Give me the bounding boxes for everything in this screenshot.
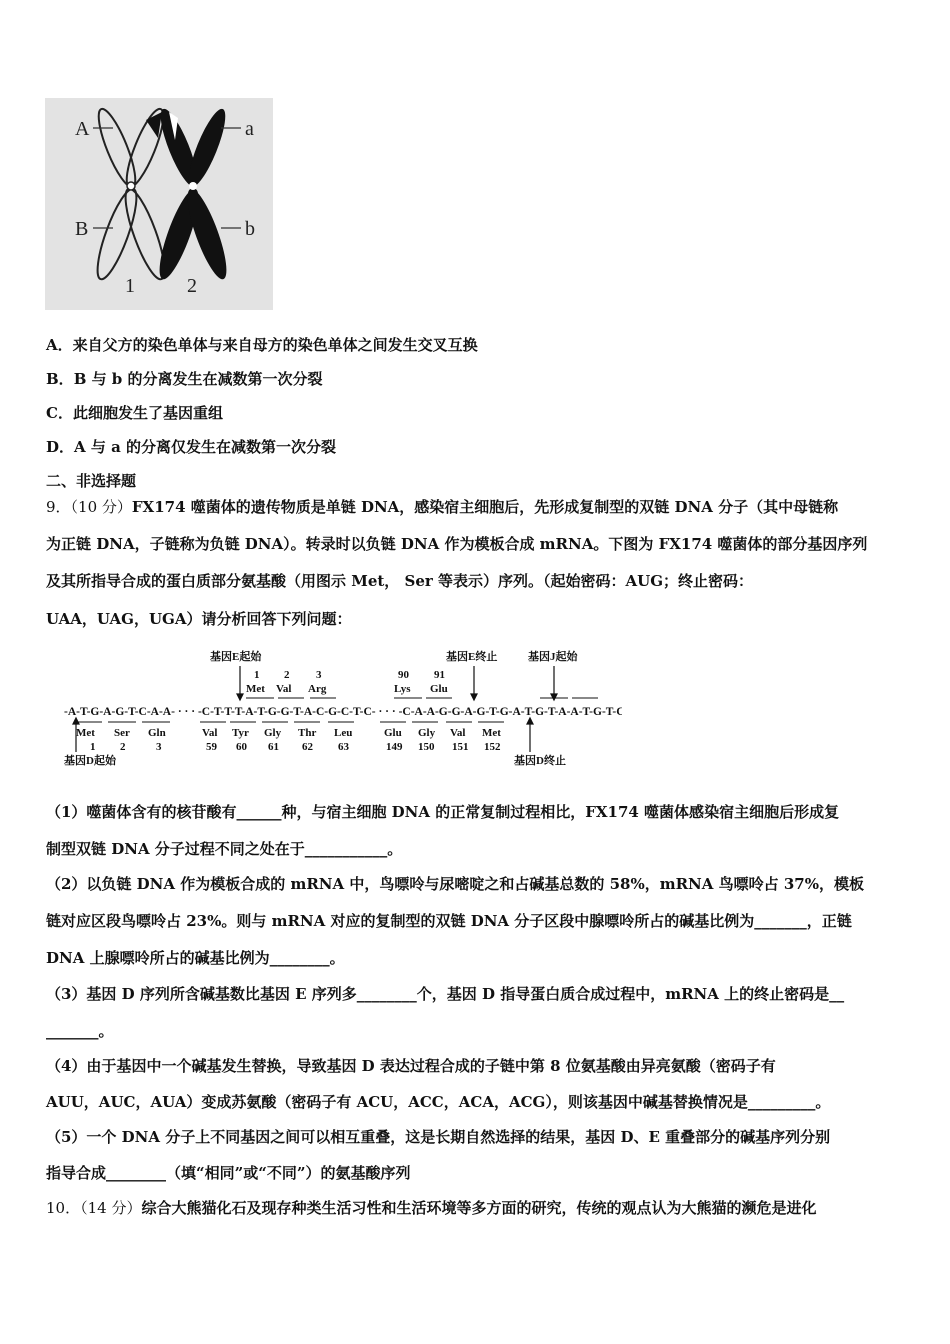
bottom-num: 2 [120,741,126,753]
label-A: A [75,118,90,140]
option-c: C．此细胞发生了基因重组 [46,404,223,422]
label-gene-j-start: 基因J起始 [528,651,578,663]
q9-stem-line-3: 及其所指导合成的蛋白质部分氨基酸（用图示 Met， Ser 等表示）序列。（起始密码：AUG；终止密码： [46,572,754,590]
bottom-aa: Glu [384,727,402,739]
top-aa: Arg [308,683,327,695]
option-b: B．B 与 b 的分离发生在减数第一次分裂 [46,370,323,388]
bottom-aa: Thr [298,727,317,739]
q9-sub-2-line-1: （2）以负链 DNA 作为模板合成的 mRNA 中，鸟嘌呤与尿嘧啶之和占碱基总数的 58%，mRNA 鸟嘌呤占 37%，模板 [46,875,864,893]
bottom-num: 61 [268,741,279,753]
bottom-aa: Ser [114,727,130,739]
q10-score: （14 分） [80,1199,142,1217]
bottom-aa: Met [76,727,95,739]
label-a: a [245,118,254,140]
q9-sub-2-line-2: 链对应区段鸟嘌呤占 23%。则与 mRNA 对应的复制型的双链 DNA 分子区段中腺嘌呤所占的碱基比例为_______，正链 [46,912,852,930]
bottom-num: 150 [418,741,435,753]
q9-sub-4-line-2: AUU，AUC，AUA）变成苏氨酸（密码子有 ACU，ACC，ACA，ACG），则该基因中碱基替换情况是_________。 [46,1093,831,1111]
top-num: 90 [398,669,409,681]
q10-number: 10． [46,1199,81,1217]
q9-score: （10 分） [70,498,132,516]
q9-stem-line-1: 9．（10 分）FX174 噬菌体的遗传物质是单链 DNA，感染宿主细胞后，先形成复制型的双链 DNA 分子（其中母链称 [46,498,839,516]
q9-sub-2-line-3: DNA 上腺嘌呤所占的碱基比例为________。 [46,949,345,967]
top-num: 3 [316,669,322,681]
bottom-aa: Tyr [232,727,249,739]
bottom-num: 60 [236,741,247,753]
bottom-num: 149 [386,741,403,753]
q9-stem-line-4: UAA，UAG，UGA）请分析回答下列问题： [46,610,352,628]
bottom-num: 63 [338,741,349,753]
bottom-num: 59 [206,741,217,753]
bottom-aa: Met [482,727,501,739]
bottom-aa: Gly [418,727,436,739]
top-num: 2 [284,669,290,681]
q9-number: 9． [46,498,71,516]
top-aa: Val [276,683,292,695]
label-gene-d-end: 基因D终止 [514,755,566,767]
bottom-num: 3 [156,741,162,753]
q10-line-1: 10．（14 分）综合大熊猫化石及现存种类生活习性和生活环境等多方面的研究，传统的观点认为大熊猫的濒危是进化 [46,1199,817,1217]
option-a: A．来自父方的染色单体与来自母方的染色单体之间发生交叉互换 [46,336,478,354]
option-d: D．A 与 a 的分离仅发生在减数第一次分裂 [46,438,337,456]
q9-sub-1-line-1: （1）噬菌体含有的核苷酸有______种，与宿主细胞 DNA 的正常复制过程相比，FX174 噬菌体感染宿主细胞后形成复 [46,803,840,821]
q9-stem-line-2: 为正链 DNA，子链称为负链 DNA）。转录时以负链 DNA 作为模板合成 mRNA。下图为 FX174 噬菌体的部分基因序列 [46,535,868,553]
top-num: 91 [434,669,445,681]
bottom-aa: Val [450,727,466,739]
bottom-aa: Leu [334,727,353,739]
top-aa: Met [246,683,265,695]
bottom-num: 152 [484,741,501,753]
q9-sub-5-line-2: 指导合成________（填“相同”或“不同”）的氨基酸序列 [46,1164,411,1182]
q9-sub-3-line-2: _______。 [46,1022,114,1040]
section-title: 二、非选择题 [46,472,137,490]
q9-sub-4-line-1: （4）由于基因中一个碱基发生替换，导致基因 D 表达过程合成的子链中第 8 位氨基酸由异亮氨酸（密码子有 [46,1057,776,1075]
label-chromosome-1: 1 [125,275,135,297]
q9-sub-3-line-1: （3）基因 D 序列所含碱基数比基因 E 序列多________个，基因 D 指导蛋白质合成过程中，mRNA 上的终止密码是__ [46,985,845,1003]
bottom-aa: Gly [264,727,282,739]
top-aa: Glu [430,683,448,695]
label-b: b [245,218,255,240]
dna-sequence: -A-T-G-A-G-T-C-A-A- · · · -C-T-T-T-A-T-G-G-T-A-C-G-C-T-C- · · · -C-A-A-G-G-A-G-T-G-A-T-G-T-A-A-T-G-T-C-T-A- [64,706,622,718]
label-chromosome-2: 2 [187,275,197,297]
bottom-num: 151 [452,741,469,753]
top-num: 1 [254,669,260,681]
bottom-num: 1 [90,741,96,753]
label-gene-e-start: 基因E起始 [210,651,262,663]
bottom-aa: Gln [148,727,166,739]
gene-sequence-figure [62,648,622,772]
label-B: B [75,218,89,240]
label-gene-e-end: 基因E终止 [446,651,498,663]
chromosome-figure [45,98,273,310]
bottom-aa: Val [202,727,218,739]
bottom-num: 62 [302,741,313,753]
q9-sub-5-line-1: （5）一个 DNA 分子上不同基因之间可以相互重叠，这是长期自然选择的结果，基因 D、E 重叠部分的碱基序列分别 [46,1128,831,1146]
q9-sub-1-line-2: 制型双链 DNA 分子过程不同之处在于___________。 [46,840,403,858]
top-aa: Lys [394,683,411,695]
label-gene-d-start: 基因D起始 [64,755,116,767]
